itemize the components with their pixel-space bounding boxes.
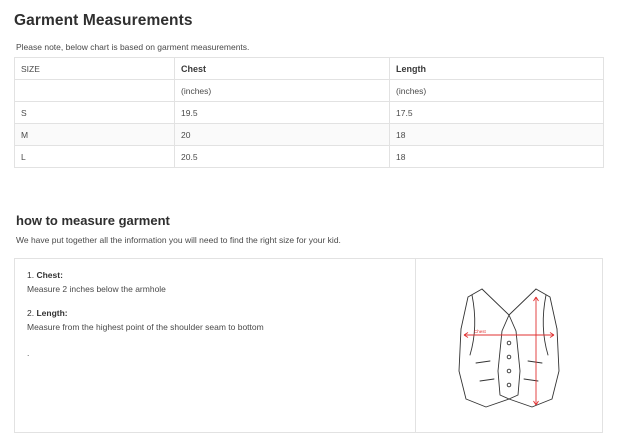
step-1-number: 1.	[27, 270, 35, 280]
cell-length: 17.5	[390, 102, 604, 124]
cell-chest: 20	[175, 124, 390, 146]
cell-size: S	[15, 102, 175, 124]
cell-size-unit	[15, 80, 175, 102]
step-2-title	[27, 308, 403, 318]
cell-size: L	[15, 146, 175, 168]
table-row	[15, 124, 604, 146]
table-header-row	[15, 58, 604, 80]
step-2-label: Length:	[36, 308, 68, 318]
cell-length: 18	[390, 124, 604, 146]
step-1-description: Measure 2 inches below the armhole	[27, 284, 166, 294]
cell-chest-unit: (inches)	[175, 80, 390, 102]
step-1-title	[27, 270, 403, 280]
column-header-size: SIZE	[15, 58, 175, 80]
step-2-number: 2.	[27, 308, 35, 318]
trailing-text: .	[27, 348, 30, 358]
table-row	[15, 80, 604, 102]
column-header-length: Length	[390, 58, 604, 80]
section-heading-how-to-measure: how to measure garment	[16, 213, 170, 228]
column-header-chest: Chest	[175, 58, 390, 80]
table-row	[15, 102, 604, 124]
cell-size: M	[15, 124, 175, 146]
section-subtitle: We have put together all the information you will need to find the right size for your kid.	[16, 235, 341, 245]
chest-measure-label: Chest	[474, 328, 486, 334]
chart-note: Please note, below chart is based on garment measurements.	[16, 42, 250, 52]
cell-length: 18	[390, 146, 604, 168]
size-chart-body	[15, 80, 604, 168]
cell-chest: 20.5	[175, 146, 390, 168]
vest-measurement-diagram	[416, 259, 602, 432]
vest-illustration-icon	[424, 271, 594, 421]
cell-length-unit: (inches)	[390, 80, 604, 102]
step-1-label: Chest:	[36, 270, 63, 280]
page-title: Garment Measurements	[14, 12, 193, 29]
size-chart-head	[15, 58, 604, 80]
size-chart-table	[14, 57, 604, 168]
measure-instructions	[15, 259, 416, 432]
table-row	[15, 146, 604, 168]
cell-chest: 19.5	[175, 102, 390, 124]
how-to-measure-box	[14, 258, 603, 433]
step-2-description: Measure from the highest point of the shoulder seam to bottom	[27, 322, 264, 332]
